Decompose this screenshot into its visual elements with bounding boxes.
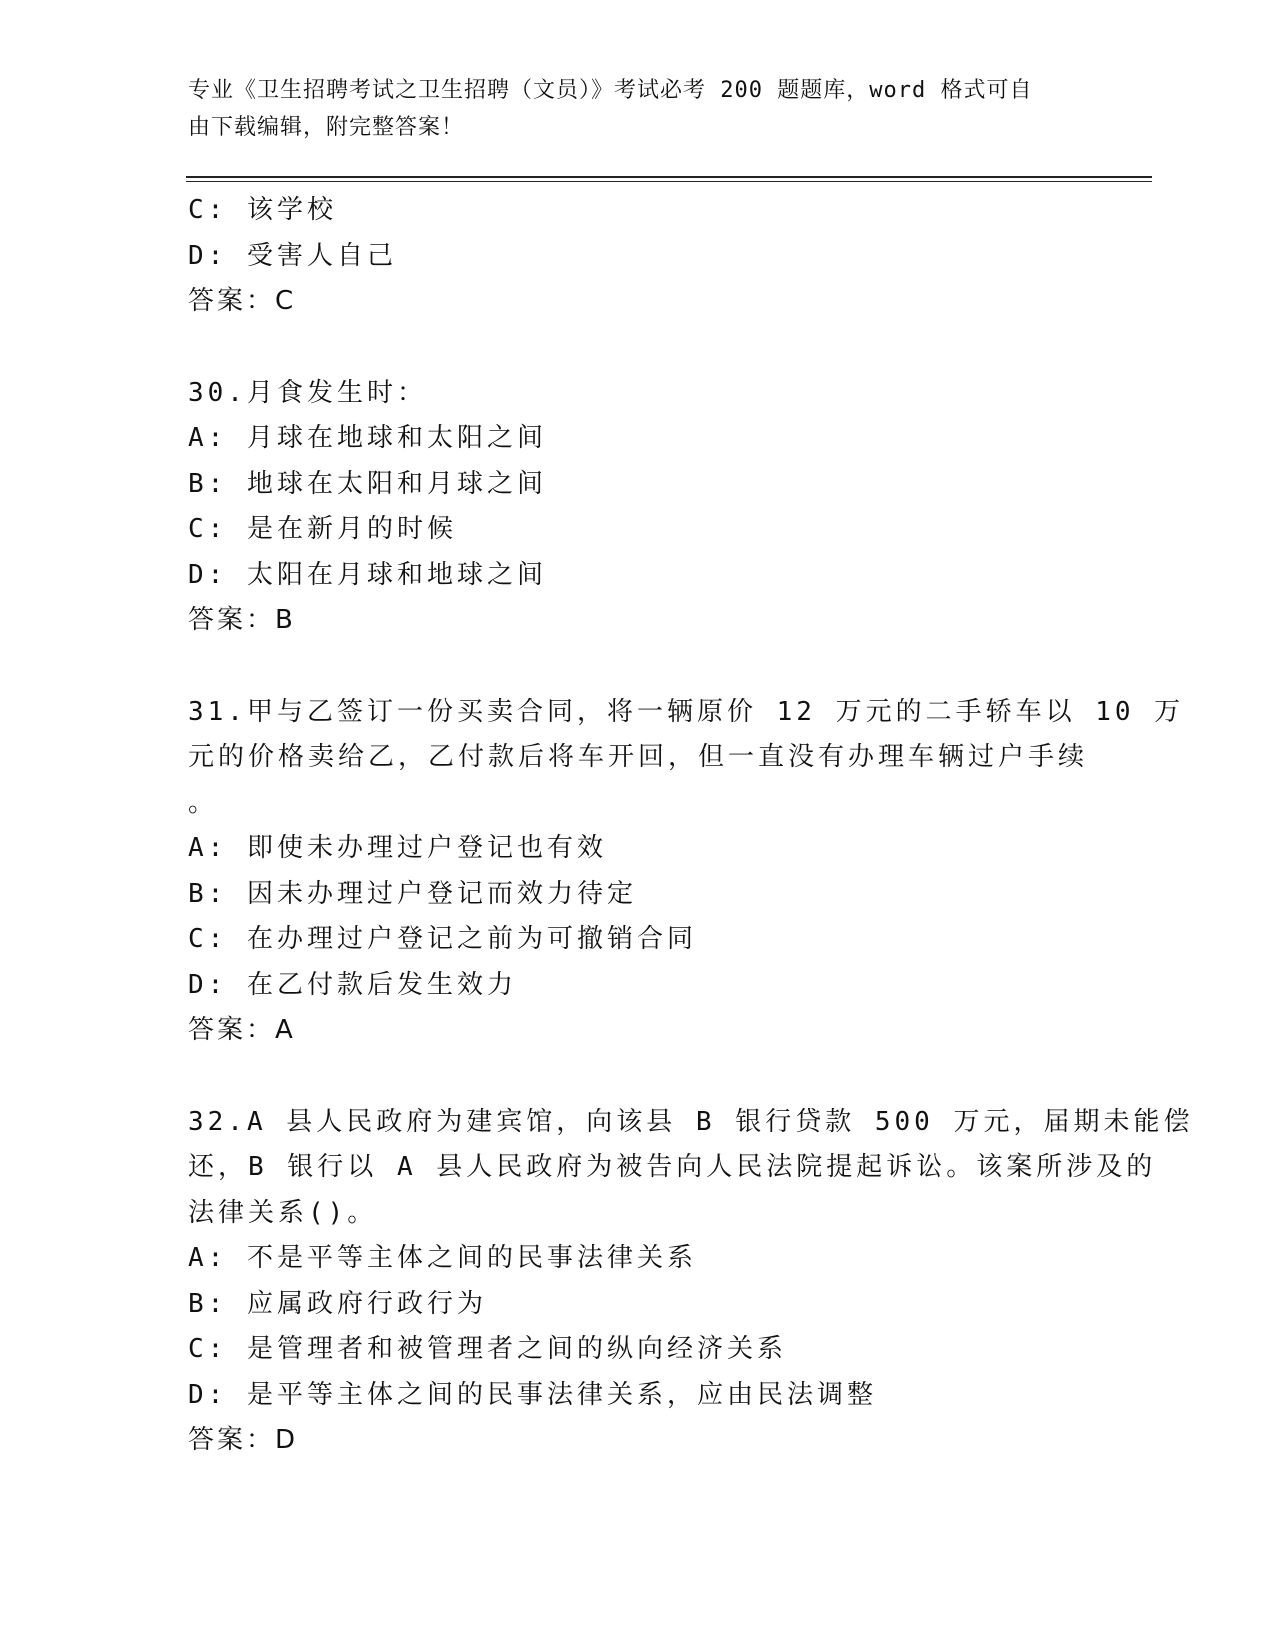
option-d: D: 是平等主体之间的民事法律关系，应由民法调整 [188, 1379, 877, 1410]
option-c: C: 是管理者和被管理者之间的纵向经济关系 [188, 1334, 787, 1364]
question-stem: 31.甲与乙签订一份买卖合同，将一辆原价 12 万元的二手轿车以 10 万 [188, 696, 1185, 727]
option-c: C: 在办理过户登记之前为可撤销合同 [188, 924, 697, 954]
question-30 [188, 371, 1088, 644]
partial-question [188, 188, 1088, 325]
question-list [188, 188, 1194, 1464]
option-d: D: 太阳在月球和地球之间 [188, 559, 547, 590]
option-b: B: 地球在太阳和月球之间 [188, 468, 547, 499]
option-c: C: 是在新月的时候 [188, 514, 457, 544]
option-b: B: 应属政府行政行为 [188, 1288, 487, 1319]
option-d: D: 在乙付款后发生效力 [188, 969, 517, 1000]
document-header [188, 72, 1068, 146]
question-stem: 32.A 县人民政府为建宾馆，向该县 B 银行贷款 500 万元，届期未能偿 [188, 1106, 1194, 1137]
header-line-2: 由下载编辑，附完整答案！ [188, 115, 465, 140]
option-a: A: 月球在地球和太阳之间 [188, 423, 547, 453]
option-d: D: 受害人自己 [188, 240, 397, 271]
question-stem-continued: 。 [188, 787, 219, 818]
answer-line: 答案：D [188, 1425, 299, 1455]
question-31 [188, 690, 1185, 1054]
question-stem-continued: 元的价格卖给乙，乙付款后将车开回，但一直没有办理车辆过户手续 [188, 742, 1089, 772]
spacer [188, 1054, 1088, 1100]
spacer [188, 644, 1088, 690]
option-a: A: 不是平等主体之间的民事法律关系 [188, 1243, 697, 1273]
header-rule-thick [186, 176, 1152, 178]
option-a: A: 即使未办理过户登记也有效 [188, 833, 607, 863]
question-stem-continued: 还，B 银行以 A 县人民政府为被告向人民法院提起诉讼。该案所涉及的 [188, 1152, 1157, 1182]
header-rule-thin [186, 181, 1152, 182]
question-32 [188, 1100, 1194, 1464]
answer-line: 答案：A [188, 1015, 296, 1045]
question-stem-continued: 法律关系()。 [188, 1197, 378, 1228]
answer-line: 答案：B [188, 605, 296, 635]
option-b: B: 因未办理过户登记而效力待定 [188, 878, 637, 909]
answer-line: 答案：C [188, 286, 297, 316]
header-line-1: 专业《卫生招聘考试之卫生招聘（文员）》考试必考 200 题题库，word 格式可自 [188, 78, 1033, 103]
spacer [188, 325, 1088, 371]
option-c: C: 该学校 [188, 195, 337, 225]
question-stem: 30.月食发生时： [188, 377, 427, 408]
